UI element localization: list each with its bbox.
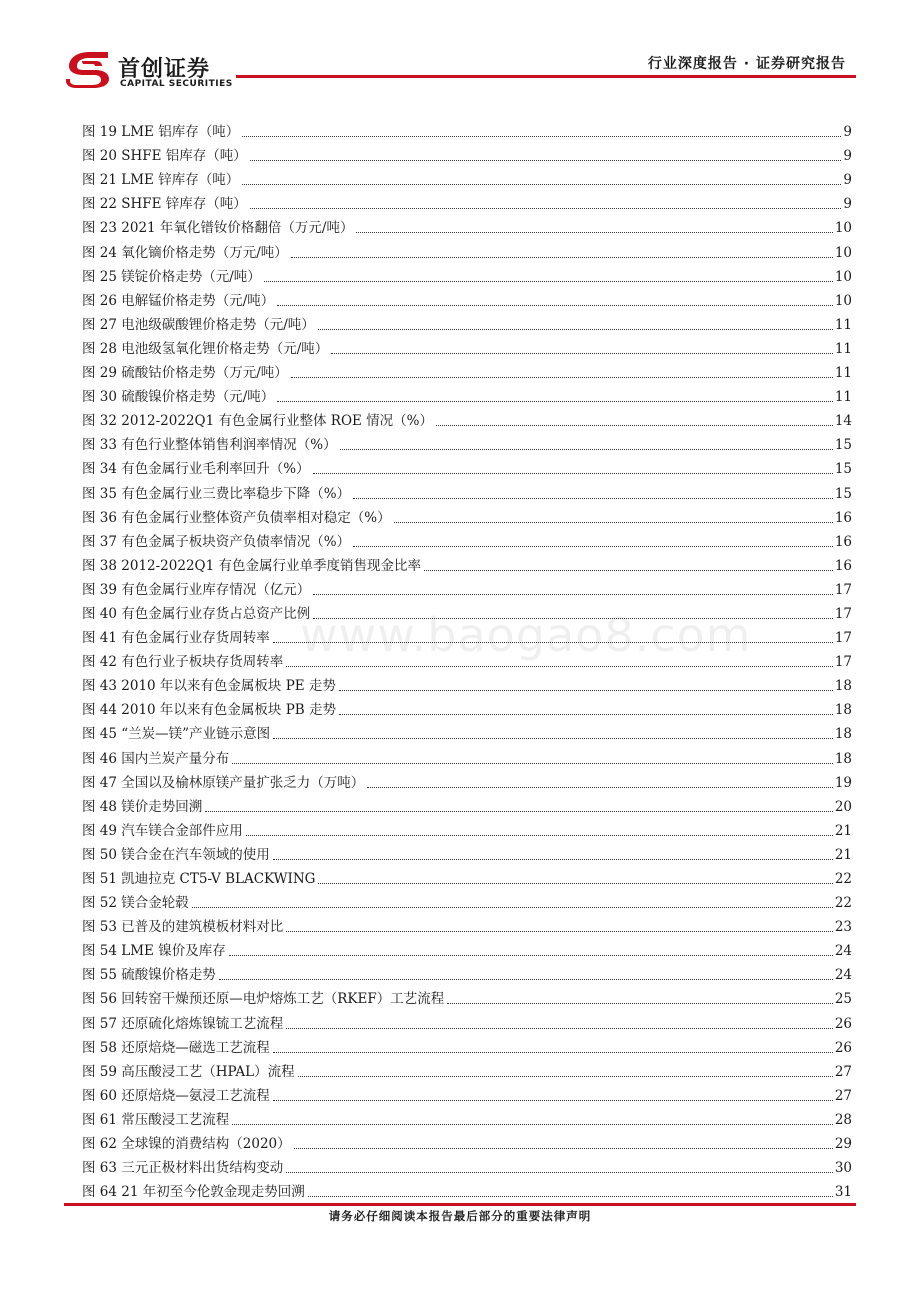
toc-entry-page-number: 21 [834,822,852,839]
toc-leader-dots [242,135,841,137]
toc-leader-dots [277,400,833,402]
toc-entry-page-number: 22 [834,871,852,887]
toc-entry-title: 图 34 有色金属行业毛利率回升（%） [82,461,310,478]
toc-entry-title: 图 36 有色金属行业整体资产负债率相对稳定（%） [82,509,391,526]
toc-entry[interactable] [82,189,852,213]
toc-leader-dots [318,882,832,884]
toc-entry[interactable] [82,695,852,719]
toc-entry[interactable] [82,792,852,816]
toc-entry-title: 图 60 还原焙烧—氨浸工艺流程 [82,1087,270,1104]
toc-leader-dots [313,472,833,474]
toc-leader-dots [273,1051,833,1053]
toc-entry[interactable] [82,1129,852,1153]
toc-entry-title: 图 20 SHFE 铝库存（吨） [82,148,247,165]
toc-leader-dots [232,762,833,764]
toc-entry[interactable] [82,1033,852,1057]
toc-entry-title: 图 59 高压酸浸工艺（HPAL）流程 [82,1063,295,1080]
toc-entry-title: 图 56 回转窑干燥预还原—电炉熔炼工艺（RKEF）工艺流程 [82,991,445,1008]
toc-entry-title: 图 62 全球镍的消费结构（2020） [82,1136,291,1153]
toc-entry-title: 图 57 还原硫化熔炼镍锍工艺流程 [82,1015,284,1032]
toc-entry-title: 图 27 电池级碳酸锂价格走势（元/吨） [82,316,315,333]
toc-entry-title: 图 46 国内兰炭产量分布 [82,750,230,767]
toc-entry[interactable] [82,864,852,888]
toc-entry-title: 图 54 LME 镍价及库存 [82,943,226,960]
toc-leader-dots [286,930,833,932]
toc-entry-page-number: 17 [834,654,852,671]
toc-entry[interactable] [82,816,852,840]
toc-entry-page-number: 15 [834,437,852,454]
toc-entry[interactable] [82,358,852,382]
toc-entry[interactable] [82,141,852,165]
toc-entry[interactable] [82,984,852,1008]
toc-entry-page-number: 15 [834,461,852,478]
toc-leader-dots [294,1147,833,1149]
toc-entry-page-number: 9 [843,148,852,165]
toc-entry-page-number: 18 [834,678,852,695]
toc-entry-page-number: 9 [843,124,852,141]
toc-entry-page-number: 9 [843,196,852,213]
toc-entry-page-number: 28 [834,1111,852,1128]
toc-leader-dots [331,352,833,354]
toc-entry[interactable] [82,743,852,767]
toc-entry-page-number: 30 [834,1160,852,1177]
toc-entry-page-number: 23 [834,919,852,936]
toc-entry-page-number: 18 [834,726,852,743]
toc-entry[interactable] [82,840,852,864]
toc-leader-dots [340,448,833,450]
toc-entry-title: 图 49 汽车镁合金部件应用 [82,822,243,839]
toc-entry-title: 图 48 镁价走势回溯 [82,798,203,815]
toc-entry[interactable] [82,430,852,454]
toc-entry-page-number: 17 [834,605,852,622]
toc-entry-page-number: 19 [834,774,852,791]
toc-leader-dots [219,978,833,980]
toc-leader-dots [242,183,841,185]
toc-entry[interactable] [82,213,852,237]
toc-entry[interactable] [82,1081,852,1105]
toc-entry-page-number: 16 [834,533,852,550]
toc-leader-dots [308,1195,833,1197]
toc-leader-dots [356,231,832,233]
toc-entry[interactable] [82,1057,852,1081]
toc-entry-title: 图 51 凯迪拉克 CT5-V BLACKWING [82,871,316,887]
toc-leader-dots [273,858,833,860]
toc-entry-page-number: 9 [843,172,852,189]
toc-entry[interactable] [82,454,852,478]
logo-icon [66,50,112,88]
toc-entry-page-number: 16 [834,557,852,574]
toc-leader-dots [286,1027,833,1029]
toc-entry[interactable] [82,1177,852,1201]
toc-leader-dots [339,689,833,691]
toc-entry[interactable] [82,334,852,358]
toc-entry-title: 图 38 2012-2022Q1 有色金属行业单季度销售现金比率 [82,557,421,574]
toc-entry[interactable] [82,310,852,334]
footer-divider [64,1203,856,1206]
toc-entry-title: 图 63 三元正极材料出货结构变动 [82,1160,284,1177]
toc-entry[interactable] [82,1105,852,1129]
toc-entry-title: 图 19 LME 铝库存（吨） [82,124,240,141]
toc-entry[interactable] [82,503,852,527]
toc-leader-dots [291,256,833,258]
toc-entry[interactable] [82,1153,852,1177]
toc-entry[interactable] [82,575,852,599]
logo-english-name: CAPITAL SECURITIES [120,79,233,89]
toc-entry-page-number: 17 [834,581,852,598]
toc-entry-title: 图 29 硫酸钴价格走势（万元/吨） [82,365,288,382]
toc-leader-dots [273,1099,833,1101]
toc-entry[interactable] [82,382,852,406]
toc-entry-title: 图 22 SHFE 锌库存（吨） [82,196,247,213]
toc-entry-title: 图 55 硫酸镍价格走势 [82,967,216,984]
toc-leader-dots [264,280,833,282]
toc-entry-title: 图 45 “兰炭—镁”产业链示意图 [82,726,271,743]
toc-entry-title: 图 24 氧化镝价格走势（万元/吨） [82,244,288,261]
toc-entry[interactable] [82,527,852,551]
toc-leader-dots [367,786,833,788]
toc-leader-dots [447,1002,833,1004]
toc-entry[interactable] [82,671,852,695]
toc-entry-page-number: 10 [834,268,852,285]
toc-entry-page-number: 27 [834,1087,852,1104]
toc-entry-page-number: 18 [834,702,852,719]
toc-entry-page-number: 24 [834,943,852,960]
toc-entry-title: 图 28 电池级氢氧化锂价格走势（元/吨） [82,340,329,357]
toc-entry[interactable] [82,888,852,912]
toc-entry[interactable] [82,960,852,984]
toc-entry-title: 图 37 有色金属子板块资产负债率情况（%） [82,533,351,550]
toc-entry[interactable] [82,165,852,189]
toc-entry-title: 图 43 2010 年以来有色金属板块 PE 走势 [82,678,336,695]
toc-entry-title: 图 47 全国以及榆林原镁产量扩张乏力（万吨） [82,774,365,791]
toc-entry-page-number: 25 [834,991,852,1008]
page-header [0,0,920,100]
toc-entry[interactable] [82,1008,852,1032]
toc-entry-page-number: 27 [834,1063,852,1080]
toc-leader-dots [339,713,833,715]
toc-entry-title: 图 30 硫酸镍价格走势（元/吨） [82,389,275,406]
toc-entry-page-number: 21 [834,846,852,863]
toc-entry-page-number: 16 [834,509,852,526]
toc-entry-page-number: 11 [834,365,852,382]
toc-entry-title: 图 61 常压酸浸工艺流程 [82,1111,230,1128]
toc-entry-title: 图 26 电解锰价格走势（元/吨） [82,292,275,309]
logo-chinese-name: 首创证券 [118,57,211,82]
toc-entry-title: 图 52 镁合金轮毂 [82,895,189,912]
toc-leader-dots [250,207,842,209]
toc-leader-dots [313,593,833,595]
toc-leader-dots [205,810,833,812]
toc-entry-page-number: 14 [834,413,852,430]
toc-entry-title: 图 25 镁锭价格走势（元/吨） [82,268,261,285]
toc-leader-dots [229,954,833,956]
toc-leader-dots [436,424,833,426]
toc-entry-page-number: 26 [834,1015,852,1032]
toc-entry-page-number: 29 [834,1136,852,1153]
toc-leader-dots [298,1075,833,1077]
toc-entry[interactable] [82,262,852,286]
toc-leader-dots [353,545,833,547]
toc-entry-title: 图 40 有色金属行业存货占总资产比例 [82,605,311,622]
toc-entry[interactable] [82,768,852,792]
toc-entry[interactable] [82,478,852,502]
toc-entry-page-number: 10 [834,220,852,237]
toc-entry[interactable] [82,237,852,261]
toc-entry-title: 图 35 有色金属行业三费比率稳步下降（%） [82,485,351,502]
toc-entry-page-number: 20 [834,798,852,815]
toc-entry-title: 图 33 有色行业整体销售利润率情况（%） [82,437,337,454]
toc-entry-page-number: 31 [834,1184,852,1201]
toc-entry[interactable] [82,117,852,141]
toc-entry-title: 图 50 镁合金在汽车领域的使用 [82,846,270,863]
toc-entry[interactable] [82,406,852,430]
toc-entry[interactable] [82,912,852,936]
toc-entry-page-number: 24 [834,967,852,984]
toc-leader-dots [424,569,833,571]
toc-entry-page-number: 11 [834,316,852,333]
toc-leader-dots [353,497,833,499]
toc-entry-title: 图 64 21 年初至今伦敦金现走势回溯 [82,1184,305,1201]
toc-entry-title: 图 32 2012-2022Q1 有色金属行业整体 ROE 情况（%） [82,413,433,430]
toc-entry-title: 图 23 2021 年氧化镨钕价格翻倍（万元/吨） [82,220,354,237]
toc-leader-dots [277,304,833,306]
report-type-label: 行业深度报告 · 证券研究报告 [647,56,846,72]
toc-leader-dots [291,376,833,378]
toc-entry-title: 图 41 有色金属行业存货周转率 [82,630,270,647]
toc-entry-page-number: 26 [834,1039,852,1056]
toc-entry[interactable] [82,286,852,310]
toc-leader-dots [286,665,833,667]
legal-disclaimer: 请务必仔细阅读本报告最后部分的重要法律声明 [328,1209,592,1223]
toc-entry[interactable] [82,936,852,960]
toc-entry-title: 图 44 2010 年以来有色金属板块 PB 走势 [82,702,336,719]
toc-entry[interactable] [82,719,852,743]
toc-entry-page-number: 17 [834,630,852,647]
toc-entry-page-number: 11 [834,340,852,357]
toc-leader-dots [232,1123,833,1125]
toc-entry[interactable] [82,551,852,575]
toc-entry-title: 图 42 有色行业子板块存货周转率 [82,654,284,671]
toc-entry-page-number: 22 [834,895,852,912]
watermark: www.baogao8.com [300,608,752,662]
toc-entry-title: 图 39 有色金属行业库存情况（亿元） [82,581,311,598]
toc-entry-page-number: 11 [834,389,852,406]
toc-leader-dots [250,159,842,161]
toc-entry-page-number: 10 [834,244,852,261]
toc-leader-dots [394,521,833,523]
toc-entry-title: 图 53 已普及的建筑模板材料对比 [82,919,284,936]
toc-leader-dots [246,834,833,836]
header-divider [236,75,856,78]
toc-leader-dots [318,328,833,330]
toc-entry-page-number: 10 [834,292,852,309]
toc-leader-dots [273,737,833,739]
toc-entry-page-number: 15 [834,485,852,502]
toc-leader-dots [286,1171,833,1173]
toc-entry-title: 图 21 LME 锌库存（吨） [82,172,240,189]
toc-entry-title: 图 58 还原焙烧—磁选工艺流程 [82,1039,270,1056]
toc-entry-page-number: 18 [834,750,852,767]
toc-leader-dots [192,906,833,908]
